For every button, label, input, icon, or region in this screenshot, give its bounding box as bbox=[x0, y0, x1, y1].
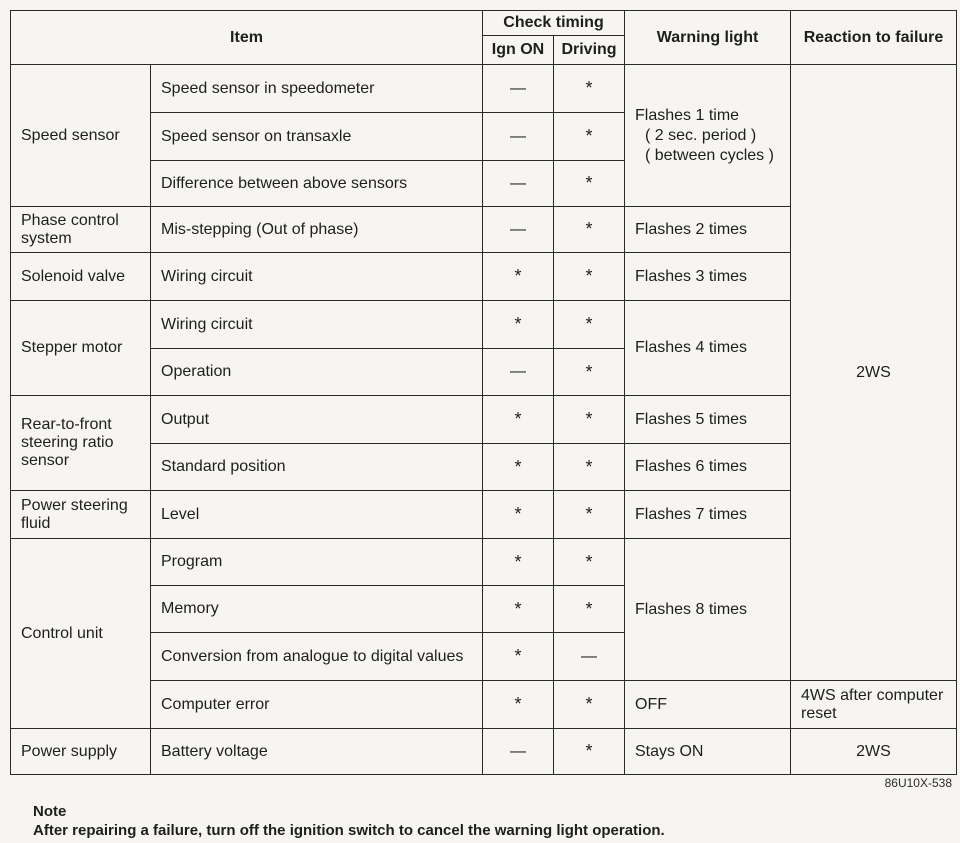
note-block bbox=[33, 802, 665, 840]
driving-cell: * bbox=[554, 161, 625, 207]
group-phase-control: Phase control system bbox=[11, 207, 151, 253]
warning-line-3: ( between cycles ) bbox=[645, 146, 774, 164]
group-solenoid-valve: Solenoid valve bbox=[11, 253, 151, 301]
driving-cell: * bbox=[554, 396, 625, 444]
ign-on-cell: * bbox=[483, 633, 554, 681]
warning-flashes-7: Flashes 7 times bbox=[625, 491, 791, 539]
driving-cell: * bbox=[554, 681, 625, 729]
sub-item: Operation bbox=[151, 349, 483, 396]
figure-code: 86U10X-538 bbox=[884, 776, 952, 790]
driving-cell: — bbox=[554, 633, 625, 681]
sub-item: Computer error bbox=[151, 681, 483, 729]
ign-on-cell: * bbox=[483, 444, 554, 491]
driving-cell: * bbox=[554, 207, 625, 253]
reaction-power-supply: 2WS bbox=[791, 729, 957, 775]
ign-on-cell: * bbox=[483, 491, 554, 539]
group-control-unit: Control unit bbox=[11, 539, 151, 729]
driving-cell: * bbox=[554, 113, 625, 161]
sub-item: Program bbox=[151, 539, 483, 586]
ign-on-cell: * bbox=[483, 253, 554, 301]
warning-flashes-2: Flashes 2 times bbox=[625, 207, 791, 253]
header-driving: Driving bbox=[554, 36, 625, 65]
warning-flashes-6: Flashes 6 times bbox=[625, 444, 791, 491]
header-item: Item bbox=[11, 11, 483, 65]
warning-flashes-4: Flashes 4 times bbox=[625, 301, 791, 396]
sub-item: Output bbox=[151, 396, 483, 444]
driving-cell: * bbox=[554, 586, 625, 633]
sub-item: Standard position bbox=[151, 444, 483, 491]
driving-cell: * bbox=[554, 539, 625, 586]
sub-item: Speed sensor in speedometer bbox=[151, 65, 483, 113]
group-power-supply: Power supply bbox=[11, 729, 151, 775]
diagnosis-table bbox=[10, 10, 957, 775]
driving-cell: * bbox=[554, 444, 625, 491]
sub-item: Mis-stepping (Out of phase) bbox=[151, 207, 483, 253]
ign-on-cell: — bbox=[483, 207, 554, 253]
ign-on-cell: * bbox=[483, 539, 554, 586]
ign-on-cell: * bbox=[483, 396, 554, 444]
ign-on-cell: — bbox=[483, 113, 554, 161]
warning-flashes-3: Flashes 3 times bbox=[625, 253, 791, 301]
warning-flashes-1 bbox=[625, 65, 791, 207]
warning-flashes-5: Flashes 5 times bbox=[625, 396, 791, 444]
group-stepper-motor: Stepper motor bbox=[11, 301, 151, 396]
header-warning-light: Warning light bbox=[625, 11, 791, 65]
ign-on-cell: — bbox=[483, 65, 554, 113]
driving-cell: * bbox=[554, 65, 625, 113]
ign-on-cell: — bbox=[483, 349, 554, 396]
table-row bbox=[11, 65, 957, 113]
warning-off: OFF bbox=[625, 681, 791, 729]
sub-item: Conversion from analogue to digital values bbox=[151, 633, 483, 681]
warning-flashes-8: Flashes 8 times bbox=[625, 539, 791, 681]
ign-on-cell: — bbox=[483, 161, 554, 207]
sub-item: Wiring circuit bbox=[151, 253, 483, 301]
warning-line-1: Flashes 1 time bbox=[635, 106, 740, 124]
header-ign-on: Ign ON bbox=[483, 36, 554, 65]
group-rear-to-front: Rear-to-front steering ratio sensor bbox=[11, 396, 151, 491]
driving-cell: * bbox=[554, 253, 625, 301]
warning-stays-on: Stays ON bbox=[625, 729, 791, 775]
ign-on-cell: * bbox=[483, 681, 554, 729]
sub-item: Level bbox=[151, 491, 483, 539]
sub-item: Memory bbox=[151, 586, 483, 633]
sub-item: Difference between above sensors bbox=[151, 161, 483, 207]
ign-on-cell: * bbox=[483, 301, 554, 349]
reaction-main: 2WS bbox=[791, 65, 957, 681]
driving-cell: * bbox=[554, 491, 625, 539]
header-reaction: Reaction to failure bbox=[791, 11, 957, 65]
group-power-steering: Power steering fluid bbox=[11, 491, 151, 539]
sub-item: Wiring circuit bbox=[151, 301, 483, 349]
reaction-computer-error: 4WS after computer reset bbox=[791, 681, 957, 729]
driving-cell: * bbox=[554, 349, 625, 396]
ign-on-cell: — bbox=[483, 729, 554, 775]
sub-item: Battery voltage bbox=[151, 729, 483, 775]
driving-cell: * bbox=[554, 729, 625, 775]
driving-cell: * bbox=[554, 301, 625, 349]
ign-on-cell: * bbox=[483, 586, 554, 633]
warning-line-2: ( 2 sec. period ) bbox=[645, 126, 757, 144]
sub-item: Speed sensor on transaxle bbox=[151, 113, 483, 161]
table-row bbox=[11, 681, 957, 729]
header-check-timing: Check timing bbox=[483, 11, 625, 36]
note-title: Note bbox=[33, 803, 67, 820]
note-text: After repairing a failure, turn off the ignition switch to cancel the warning light operation. bbox=[33, 822, 665, 839]
group-speed-sensor: Speed sensor bbox=[11, 65, 151, 207]
table-row bbox=[11, 729, 957, 775]
